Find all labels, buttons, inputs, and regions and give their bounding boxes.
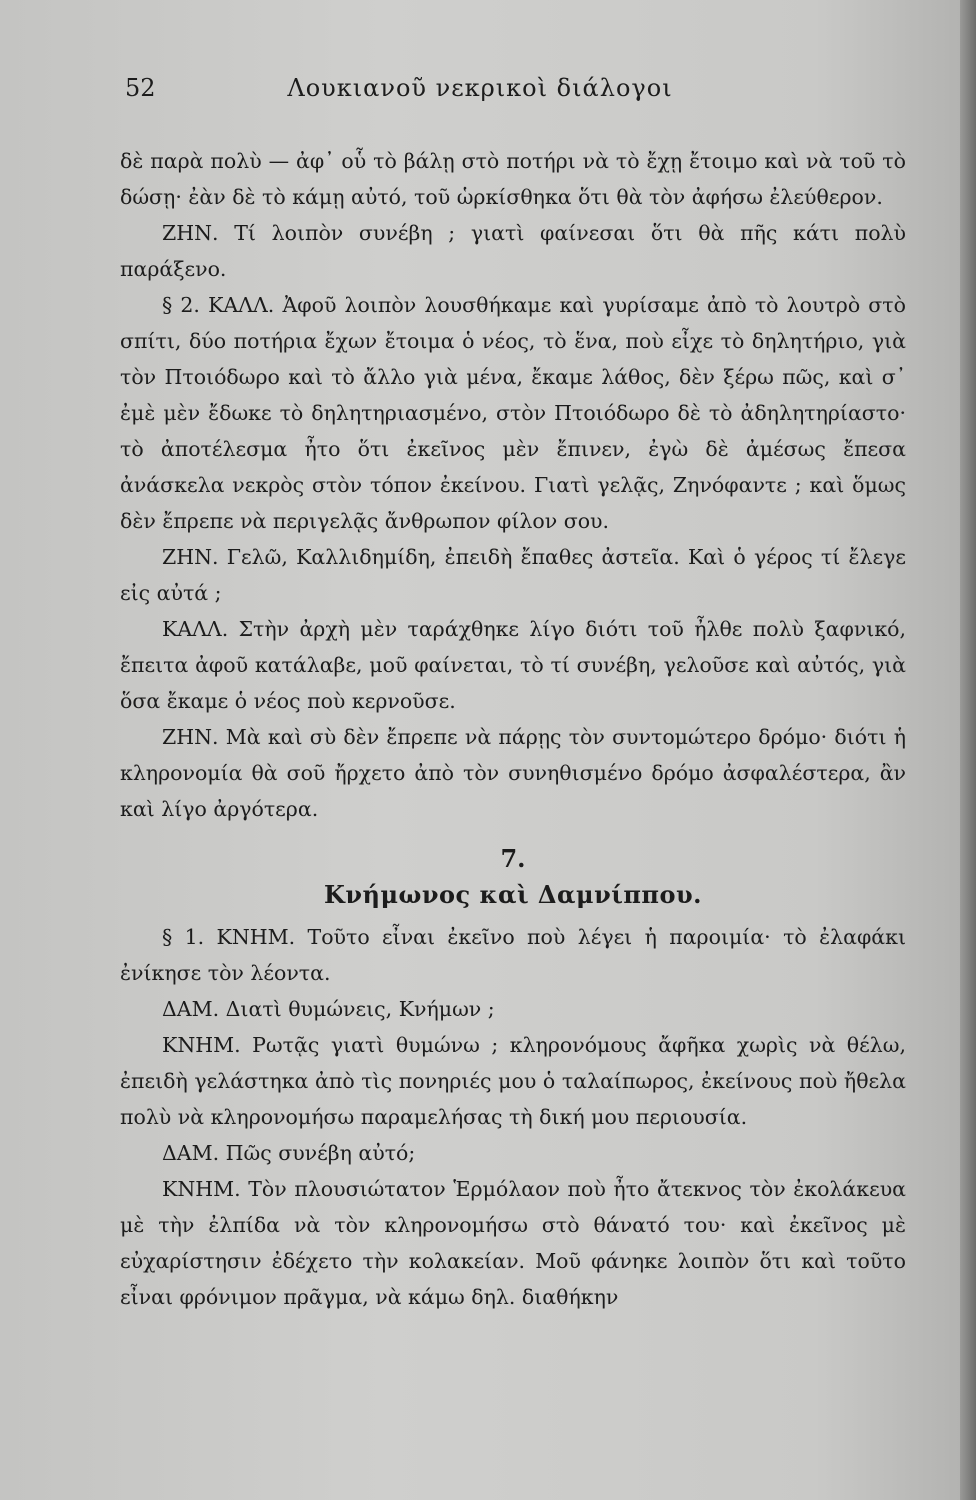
paragraph: ΔΑΜ. Πῶς συνέβη αὐτό; bbox=[162, 1141, 416, 1165]
paragraph: § 2. ΚΑΛΛ. Ἀφοῦ λοιπὸν λουσθήκαμε καὶ γυρίσαμε ἀπὸ τὸ λουτρὸ στὸ σπίτι, δύο ποτήρια ἔχων ἔτοιμα ὁ νέος, τὸ ἕνα, ποὺ εἶχε τὸ δηλητήριο, γιὰ τὸν Πτοιόδωρο καὶ τὸ ἄλλο γιὰ μένα, ἔκαμε λάθος, δὲν ξέρω πῶς, καὶ σ᾽ ἐμὲ μὲν ἔδωκε τὸ δηλητηριασμένο, στὸν Πτοιόδωρο δὲ τὸ ἀδηλητηρίαστο· τὸ ἀποτέλεσμα ἦτο ὅτι ἐκεῖνος μὲν ἔπινεν, ἐγὼ δὲ ἀμέσως ἔπεσα ἀνάσκελα νεκρὸς στὸν τόπον ἐκείνου. Γιατὶ γελᾷς, Ζηνόφαντε ; καὶ ὅμως δὲν ἔπρεπε νὰ περιγελᾷς ἄνθρωπον φίλον σου. bbox=[120, 293, 906, 533]
paragraph: δὲ παρὰ πολὺ — ἀφ᾽ οὗ τὸ βάλῃ στὸ ποτήρι νὰ τὸ ἔχῃ ἔτοιμο καὶ νὰ τοῦ τὸ δώσῃ· ἐὰν δὲ τὸ κάμῃ αὐτό, τοῦ ὡρκίσθηκα ὅτι θὰ τὸν ἀφήσω ἐλεύθερον. bbox=[120, 149, 906, 209]
paragraph: ΚΑΛΛ. Στὴν ἀρχὴ μὲν ταράχθηκε λίγο διότι τοῦ ἦλθε πολὺ ξαφνικό, ἔπειτα ἀφοῦ κατάλαβε, μοῦ φαίνεται, τὸ τί συνέβη, γελοῦσε καὶ αὐτός, γιὰ ὅσα ἔκαμε ὁ νέος ποὺ κερνοῦσε. bbox=[120, 617, 906, 713]
paragraph: ΚΝΗΜ. Τὸν πλουσιώτατον Ἑρμόλαον ποὺ ἦτο ἄτεκνος τὸν ἐκολάκευα μὲ τὴν ἐλπίδα νὰ τὸν κληρονομήσω στὸ θάνατό του· καὶ ἐκεῖνος μὲ εὐχαρίστησιν ἐδέχετο τὴν κολακείαν. Μοῦ φάνηκε λοιπὸν ὅτι καὶ τοῦτο εἶναι φρόνιμον πρᾶγμα, νὰ κάμω δηλ. διαθήκην bbox=[120, 1177, 906, 1309]
paragraph: ΖΗΝ. Μὰ καὶ σὺ δὲν ἔπρεπε νὰ πάρῃς τὸν συντομώτερο δρόμο· διότι ἡ κληρονομία θὰ σοῦ ἤρχετο ἀπὸ τὸν συνηθισμένο δρόμο ἀσφαλέστερα, ἂν καὶ λίγο ἀργότερα. bbox=[120, 725, 906, 821]
paragraph: ΚΝΗΜ. Ρωτᾷς γιατὶ θυμώνω ; κληρονόμους ἄφῆκα χωρὶς νὰ θέλω, ἐπειδὴ γελάστηκα ἀπὸ τὶς πονηριές μου ὁ ταλαίπωρος, ἐκείνους ποὺ ἤθελα πολὺ νὰ κληρονομήσω παραμελήσας τὴ δική μου περιουσία. bbox=[120, 1033, 906, 1129]
paragraph: ΖΗΝ. Τί λοιπὸν συνέβη ; γιατὶ φαίνεσαι ὅτι θὰ πῆς κάτι πολὺ παράξενο. bbox=[120, 221, 906, 281]
page-header bbox=[0, 72, 960, 112]
paragraph: ΔΑΜ. Διατὶ θυμώνεις, Κνήμων ; bbox=[162, 997, 495, 1021]
paragraph: § 1. ΚΝΗΜ. Τοῦτο εἶναι ἐκεῖνο ποὺ λέγει ἡ παροιμία· τὸ ἐλαφάκι ἐνίκησε τὸν λέοντα. bbox=[120, 925, 906, 985]
page-number: 52 bbox=[125, 74, 156, 102]
running-title: Λουκιανοῦ νεκρικοὶ διάλογοι bbox=[287, 74, 673, 102]
page-edge-shadow bbox=[960, 0, 976, 1500]
dialogue-title: Κνήμωνος καὶ Δαμνίππου. bbox=[323, 880, 702, 909]
section-number: 7. bbox=[500, 844, 526, 873]
paragraph: ΖΗΝ. Γελῶ, Καλλιδημίδη, ἐπειδὴ ἔπαθες ἀστεῖα. Καὶ ὁ γέρος τί ἔλεγε εἰς αὐτά ; bbox=[120, 545, 906, 605]
text-body bbox=[120, 143, 906, 1315]
